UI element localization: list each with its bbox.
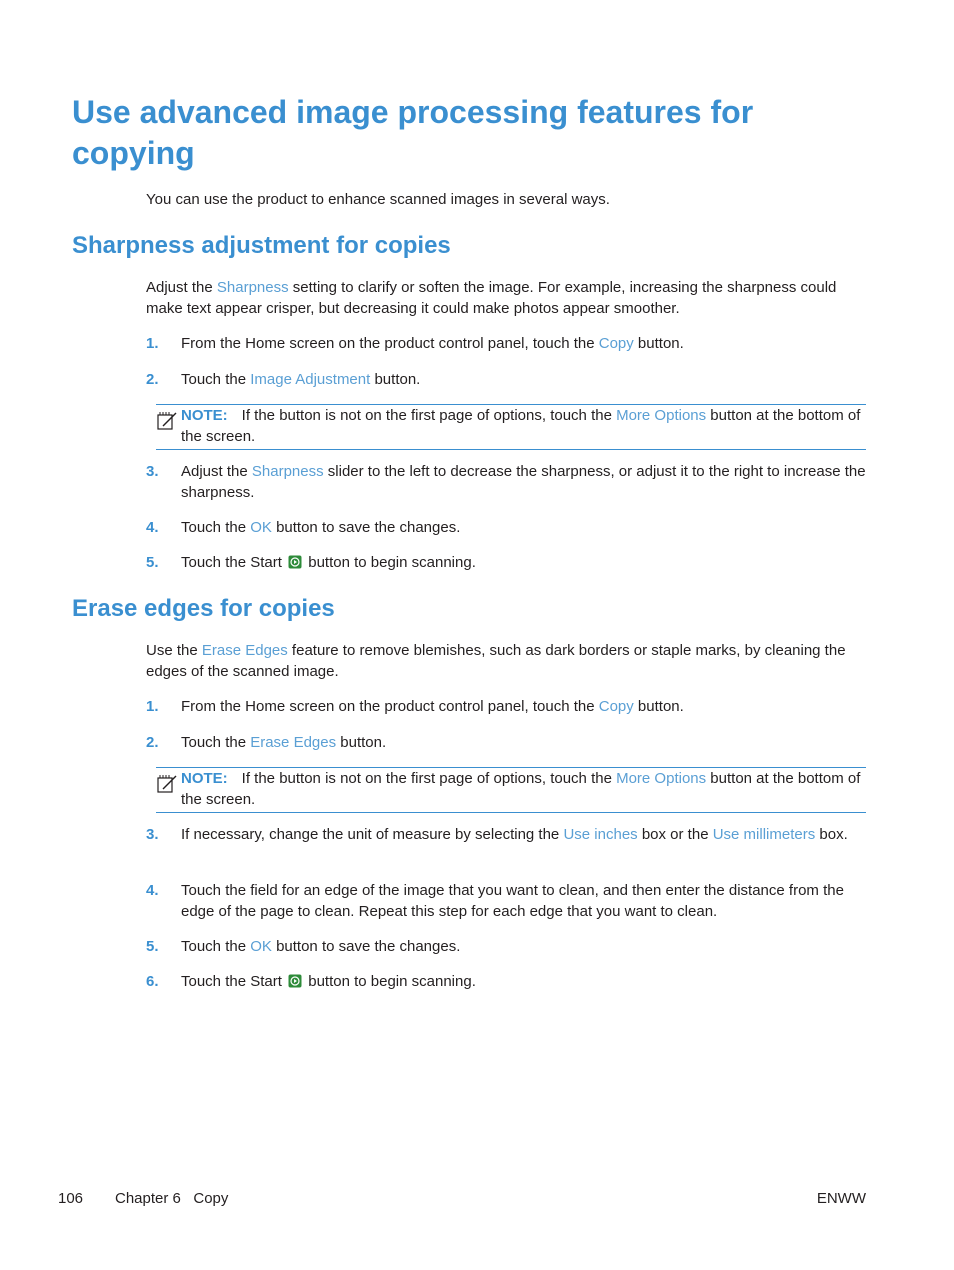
erase-note: NOTE: If the button is not on the first page of options, touch the More Options button at the bottom of the screen.: [156, 767, 866, 813]
note-icon: [156, 772, 178, 794]
footer-right: ENWW: [816, 1190, 866, 1207]
sharpness-step-3: 3. Adjust the Sharpness slider to the left to decrease the sharpness, or adjust it to the right to increase the sharpness.: [146, 463, 866, 501]
sharpness-note: NOTE: If the button is not on the first page of options, touch the More Options button at the bottom of the screen.: [156, 404, 866, 450]
chapter-label: Chapter 6 Copy: [115, 1190, 229, 1207]
erase-heading: Erase edges for copies: [72, 595, 335, 622]
erase-step-3: 3. If necessary, change the unit of measure by selecting the Use inches box or the Use millimeters box.: [146, 826, 848, 843]
sharpness-step-5: 5. Touch the Start button to begin scanning.: [146, 554, 476, 571]
start-icon: [288, 974, 302, 988]
sharpness-heading: Sharpness adjustment for copies: [72, 232, 451, 259]
erase-keyword: Erase Edges: [201, 642, 288, 659]
erase-step-4: 4. Touch the field for an edge of the image that you want to clean, and then enter the distance from the edge of the page to clean. Repeat this step for each edge that you want to clean.: [146, 882, 844, 920]
sharpness-step-2: 2. Touch the Image Adjustment button.: [146, 371, 421, 388]
start-icon: [288, 555, 302, 569]
sharpness-keyword: Sharpness: [216, 279, 289, 296]
sharpness-intro: Adjust the Sharpness setting to clarify or soften the image. For example, increasing the sharpness could make text appear crisper, but decreasing it could make photos appear smoother.: [146, 279, 837, 317]
page-title: Use advanced image processing features for copying: [72, 94, 754, 171]
erase-step-5: 5. Touch the OK button to save the changes.: [146, 938, 461, 955]
page-number: 106: [58, 1190, 84, 1207]
erase-step-2: 2. Touch the Erase Edges button.: [146, 734, 387, 751]
intro-text: You can use the product to enhance scanned images in several ways.: [146, 191, 610, 208]
sharpness-step-4: 4. Touch the OK button to save the changes.: [146, 519, 461, 536]
note-icon: [156, 409, 178, 431]
erase-intro: Use the Erase Edges feature to remove blemishes, such as dark borders or staple marks, by cleaning the edges of the scanned image.: [146, 642, 846, 680]
sharpness-step-1: 1. From the Home screen on the product control panel, touch the Copy button.: [146, 335, 684, 352]
erase-step-6: 6. Touch the Start button to begin scanning.: [146, 973, 476, 990]
erase-step-1: 1. From the Home screen on the product control panel, touch the Copy button.: [146, 698, 684, 715]
